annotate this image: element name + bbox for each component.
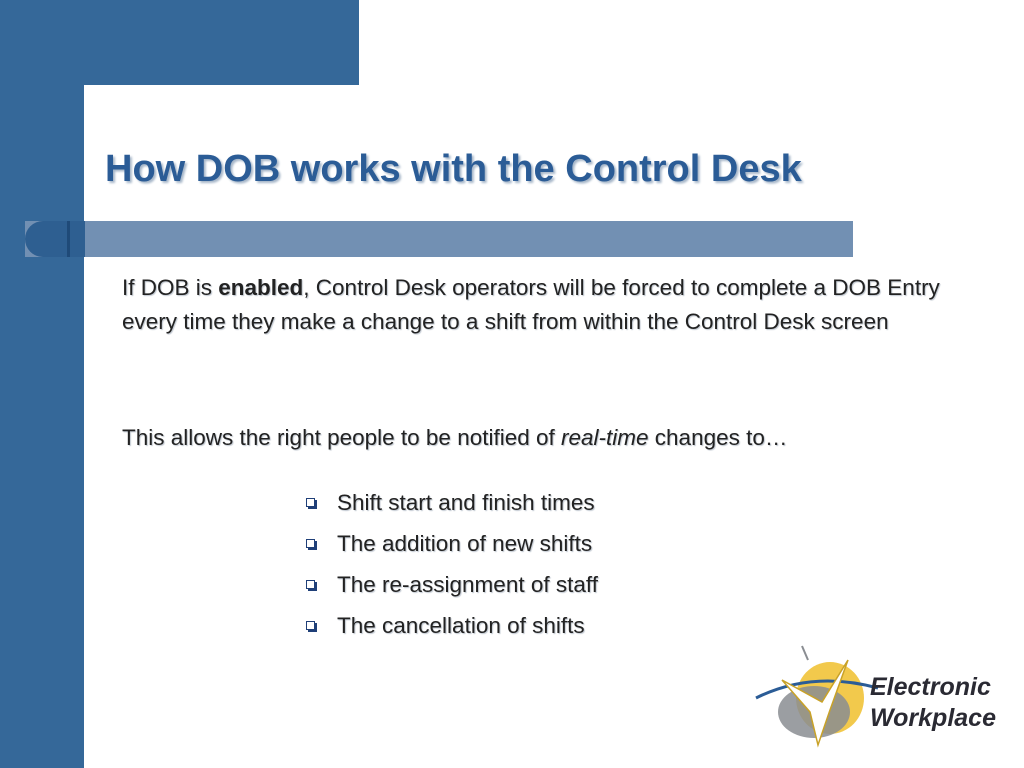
intro-emphasis: enabled (218, 275, 304, 300)
title-bar-stripe (67, 221, 70, 257)
logo-bird-icon (752, 640, 882, 755)
list-item (302, 482, 598, 523)
square-bullet-icon (306, 580, 315, 589)
electronic-workplace-logo (752, 640, 1012, 755)
list-item-label: The cancellation of shifts (337, 612, 585, 638)
logo-text-line1: Electronic (870, 673, 991, 701)
notify-prefix: This allows the right people to be notified of (122, 425, 562, 450)
notify-paragraph (122, 421, 1002, 455)
rounded-corner-decoration (84, 85, 144, 145)
change-list (302, 482, 598, 646)
list-item (302, 523, 598, 564)
intro-prefix: If DOB is (122, 275, 219, 300)
intro-suffix: , Control Desk operators will be forced to complete a DOB Entry every time they make a change to a shift from within the Control Desk screen (122, 275, 940, 334)
intro-paragraph (122, 271, 942, 339)
list-item (302, 605, 598, 646)
title-bar-cap (25, 221, 85, 257)
notify-suffix: changes to… (648, 425, 788, 450)
left-sidebar-decoration (0, 0, 84, 768)
list-item-label: The re-assignment of staff (337, 571, 598, 597)
top-block-decoration (84, 0, 359, 85)
logo-text-line2: Workplace (870, 704, 996, 732)
square-bullet-icon (306, 539, 315, 548)
title-underline-bar (25, 221, 853, 257)
square-bullet-icon (306, 498, 315, 507)
list-item-label: The addition of new shifts (337, 530, 593, 556)
notify-emphasis: real-time (561, 425, 649, 450)
square-bullet-icon (306, 621, 315, 630)
slide-title: How DOB works with the Control Desk (105, 148, 802, 190)
list-item (302, 564, 598, 605)
list-item-label: Shift start and finish times (337, 489, 595, 515)
